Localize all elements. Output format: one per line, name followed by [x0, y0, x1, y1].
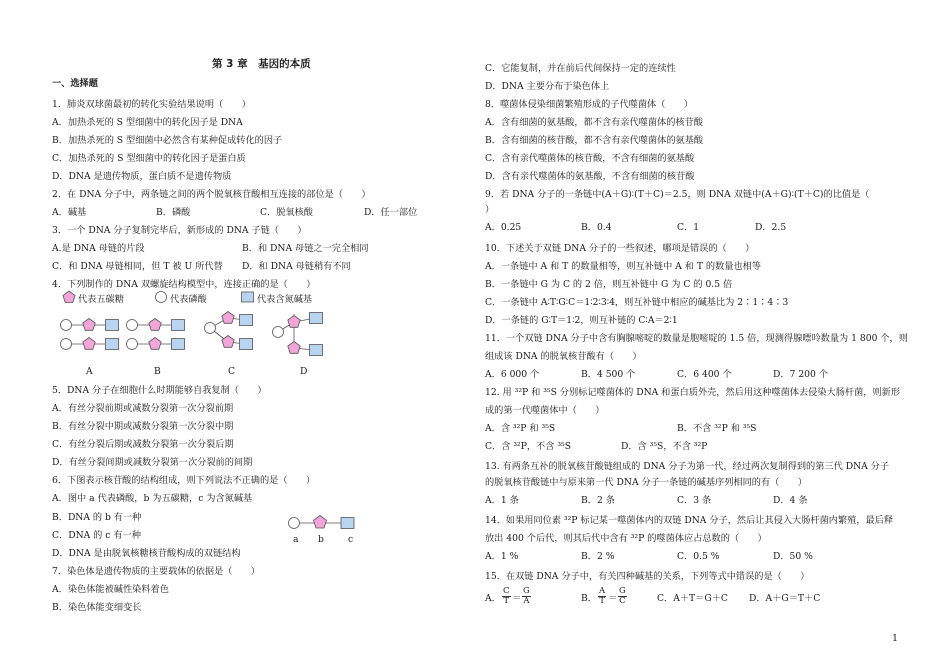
legend-phosphate-label: 代表磷酸 — [170, 294, 207, 305]
left-line: B．染色体能变细变长 — [52, 602, 142, 613]
q4-diagram — [52, 308, 352, 370]
left-line: B．加热杀死的 S 型细菌中必然含有某种促成转化的因子 — [52, 135, 283, 146]
right-line: 10．下述关于双链 DNA 分子的一些叙述，哪项是错误的（ ） — [485, 243, 755, 254]
right-line: 成的第一代噬菌体中（ ） — [485, 405, 605, 416]
right-line: 放出 400 个后代，则其后代中含有 ³²P 的噬菌体应占总数的（ ） — [485, 533, 767, 544]
right-line: D．含有亲代噬菌体的氨基酸，不含有细菌的核苷酸 — [485, 171, 695, 182]
right-line: 9．若 DNA 分子的一条链中(A＋G)∶(T＋C)＝2.5，则 DNA 双链中(A＋G)∶(T＋C)的比值是（ — [485, 189, 870, 200]
left-line: C．有丝分裂后期或减数分裂第一次分裂后期 — [52, 439, 234, 450]
q4-label-b: B — [154, 366, 161, 377]
legend-base-label: 代表含氮碱基 — [257, 294, 313, 305]
right-line: 13. 有两条互补的脱氧核苷酸链组成的 DNA 分子为第一代，经过两次复制得到的第三代 DNA 分子 — [485, 461, 890, 472]
q13-option-c[interactable]: C．3 条 — [677, 495, 712, 506]
right-line: ） — [485, 204, 495, 215]
q3-option-d[interactable]: D．和 DNA 母链稍有不同 — [242, 261, 351, 272]
page-number: 1 — [891, 633, 898, 644]
q15-b-frac2: $\frac{G}{C}$ — [619, 586, 626, 606]
right-line: A．含有细菌的氨基酸，都不含有亲代噬菌体的核苷酸 — [485, 117, 703, 128]
right-line: 12. 用 ³²P 和 ³⁵S 分别标记噬菌体的 DNA 和蛋白质外壳，然后用这种噬菌体去侵染大肠杆菌，则新形 — [485, 387, 901, 398]
q14-option-c[interactable]: C．0.5 % — [677, 551, 720, 562]
q4-label-c: C — [228, 366, 236, 377]
q11-option-b[interactable]: B．4 500 个 — [581, 369, 636, 380]
q15-a-frac2: $\frac{G}{A}$ — [523, 586, 530, 606]
nucleotide-diagram — [284, 512, 364, 534]
section-heading: 一、选择题 — [52, 78, 98, 89]
q11-option-c[interactable]: C．6 400 个 — [677, 369, 732, 380]
right-line: C．它能复制，并在前后代间保持一定的连续性 — [485, 63, 676, 74]
q3-option-c[interactable]: C．和 DNA 母链相同，但 T 被 U 所代替 — [52, 261, 223, 272]
left-line: D．DNA 是遗传物质，蛋白质不是遗传物质 — [52, 171, 232, 182]
model-c — [205, 312, 253, 350]
right-line: D．DNA 主要分布于染色体上 — [485, 81, 610, 92]
left-line: C．DNA 的 c 有一种 — [52, 530, 141, 541]
right-line: D．一条链的 G∶T＝1∶2，则互补链的 C∶A＝2∶1 — [485, 315, 678, 326]
q15-option-c[interactable]: C．A＋T＝G＋C — [657, 593, 728, 604]
q6-label-c: c — [348, 534, 354, 545]
q6-label-b: b — [318, 534, 324, 545]
q2-option-a[interactable]: A．碱基 — [52, 207, 87, 218]
q15-option-a[interactable]: A． — [485, 593, 501, 604]
pentagon-icon — [62, 290, 76, 304]
right-line: C．一条链中 A∶T∶G∶C＝1∶2∶3∶4，则互补链中相应的碱基比为 2∶1∶4∶3 — [485, 297, 789, 308]
q15-b-frac1: $\frac{A}{T}$ — [599, 586, 606, 606]
q3-option-a[interactable]: A.是 DNA 母链的片段 — [52, 243, 145, 254]
left-line: 3．一个 DNA 分子复制完毕后，新形成的 DNA 子链（ ） — [52, 225, 307, 236]
q14-option-d[interactable]: D．50 % — [773, 551, 813, 562]
q15-option-d[interactable]: D．A＋G＝T＋C — [749, 593, 821, 604]
right-line: B．含有细菌的核苷酸，都不含有亲代噬菌体的氨基酸 — [485, 135, 704, 146]
q13-option-d[interactable]: D．4 条 — [773, 495, 808, 506]
left-line: A．有丝分裂前期或减数分裂第一次分裂前期 — [52, 403, 234, 414]
right-line: A．一条链中 A 和 T 的数量相等，则互补链中 A 和 T 的数量也相等 — [485, 261, 762, 272]
q2-option-b[interactable]: B．磷酸 — [156, 207, 191, 218]
left-line: B．有丝分裂中期或减数分裂第一次分裂中期 — [52, 421, 234, 432]
page-title: 第 3 章 基因的本质 — [212, 58, 311, 70]
q13-option-b[interactable]: B．2 条 — [581, 495, 615, 506]
model-b — [127, 319, 185, 350]
left-line: D．有丝分裂间期或减数分裂第一次分裂前的间期 — [52, 457, 253, 468]
left-line: B．DNA 的 b 有一种 — [52, 512, 142, 523]
q9-option-c[interactable]: C．1 — [677, 222, 700, 233]
q4-label-d: D — [300, 366, 308, 377]
q9-option-d[interactable]: D．2.5 — [755, 222, 787, 233]
right-line: 14．如果用同位素 ³²P 标记某一噬菌体内的双链 DNA 分子，然后让其侵入大肠杆菌内繁殖，最后释 — [485, 515, 894, 526]
q9-option-b[interactable]: B．0.4 — [581, 222, 612, 233]
q2-option-c[interactable]: C．脱氧核酸 — [260, 207, 313, 218]
q12-option-c[interactable]: C．含 ³²P，不含 ³⁵S — [485, 441, 572, 452]
q14-option-a[interactable]: A．1 % — [485, 551, 519, 562]
left-line: 7．染色体是遗传物质的主要载体的依据是（ ） — [52, 566, 260, 577]
right-line: 11．一个双链 DNA 分子中含有胸腺嘧啶的数量是胞嘧啶的 1.5 倍，现测得腺嘌呤数量为 1 800 个，则 — [485, 333, 908, 344]
q12-option-d[interactable]: D．含 ³⁵S，不含 ³²P — [621, 441, 708, 452]
q13-option-a[interactable]: A．1 条 — [485, 495, 519, 506]
q12-option-a[interactable]: A．含 ³²P 和 ³⁵S — [485, 423, 556, 434]
left-line: A．染色体能被碱性染料着色 — [52, 584, 169, 595]
left-line: 4．下列制作的 DNA 双螺旋结构模型中，连接正确的是（ ） — [52, 279, 316, 290]
left-line: 1．肺炎双球菌最初的转化实验结果说明（ ） — [52, 99, 251, 110]
rectangle-icon — [240, 290, 256, 304]
q15-options: A． $\frac{C}{T}$ ＝ $\frac{G}{A}$ B． $\frac{A}{T}$ ＝ $\frac{G}{C}$ C．A＋T＝G＋C D．A＋G＝T＋C — [485, 586, 821, 606]
q11-option-a[interactable]: A．6 000 个 — [485, 369, 540, 380]
left-line: D．DNA 是由脱氧核糖核苷酸构成的双链结构 — [52, 548, 241, 559]
q14-option-b[interactable]: B．2 % — [581, 551, 615, 562]
right-line: B．一条链中 G 为 C 的 2 倍，则互补链中 G 为 C 的 0.5 倍 — [485, 279, 733, 290]
legend-sugar-label: 代表五碳糖 — [78, 294, 124, 305]
left-line: 2．在 DNA 分子中，两条链之间的两个脱氧核苷酸相互连接的部位是（ ） — [52, 189, 371, 200]
left-line: A．加热杀死的 S 型细菌中的转化因子是 DNA — [52, 117, 243, 128]
right-line: 8．噬菌体侵染细菌繁殖形成的子代噬菌体（ ） — [485, 99, 693, 110]
q4-label-a: A — [86, 366, 93, 377]
q15-a-frac1: $\frac{C}{T}$ — [503, 586, 510, 606]
q15-option-b[interactable]: B． — [581, 593, 597, 604]
circle-icon — [154, 290, 168, 304]
left-line: 5．DNA 分子在细胞什么时期能够自我复制（ ） — [52, 385, 267, 396]
model-a — [61, 319, 119, 350]
q2-option-d[interactable]: D．任一部位 — [364, 207, 418, 218]
left-line: 6．下图表示核苷酸的结构组成，则下列说法不正确的是（ ） — [52, 475, 316, 486]
q3-option-b[interactable]: B．和 DNA 母链之一完全相同 — [242, 243, 369, 254]
q11-option-d[interactable]: D．7 200 个 — [773, 369, 828, 380]
q12-option-b[interactable]: B．不含 ³²P 和 ³⁵S — [677, 423, 757, 434]
right-line: C．含有亲代噬菌体的核苷酸，不含有细菌的氨基酸 — [485, 153, 695, 164]
q9-option-a[interactable]: A．0.25 — [485, 222, 522, 233]
right-line: 组成该 DNA 的脱氧核苷酸有（ ） — [485, 351, 642, 362]
left-line: A．图中 a 代表磷酸，b 为五碳糖，c 为含氮碱基 — [52, 493, 253, 504]
model-d — [273, 313, 323, 356]
q6-label-a: a — [293, 534, 299, 545]
right-line: 15．在双链 DNA 分子中，有关四种碱基的关系，下列等式中错误的是（ ） — [485, 571, 810, 582]
left-line: C．加热杀死的 S 型细菌中的转化因子是蛋白质 — [52, 153, 246, 164]
right-line: 的脱氧核苷酸链中与原来第一代 DNA 分子一条链的碱基序列相同的有（ ） — [485, 477, 807, 488]
